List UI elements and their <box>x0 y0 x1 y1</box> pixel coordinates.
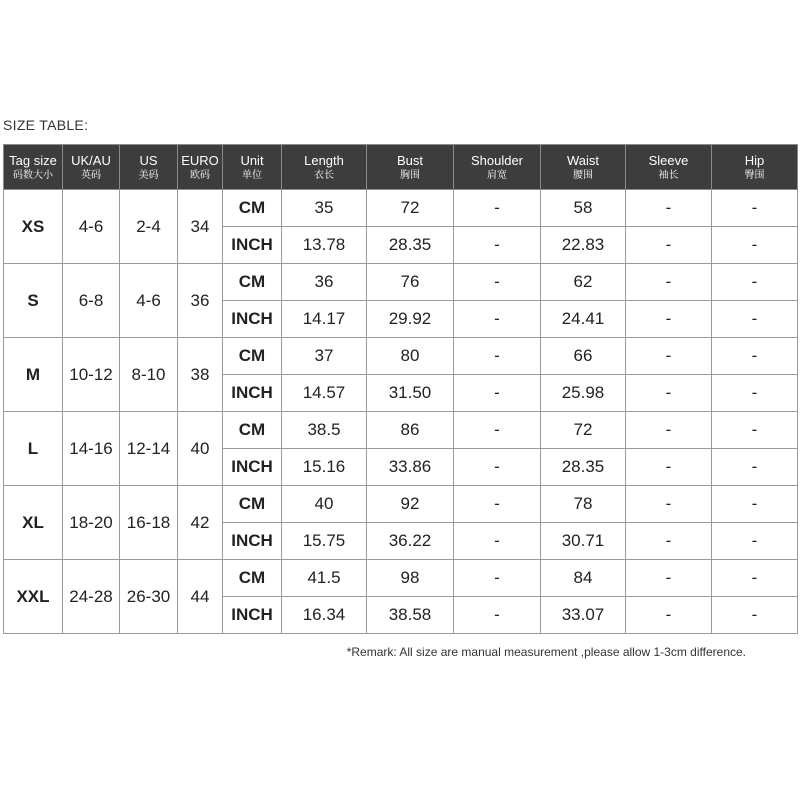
shoulder-cell: - <box>454 338 541 375</box>
table-row <box>4 338 798 375</box>
hip-cell: - <box>712 597 798 634</box>
bust-cell: 98 <box>367 560 454 597</box>
tag-size-cell: M <box>4 338 63 412</box>
sleeve-cell: - <box>626 486 712 523</box>
bust-cell: 28.35 <box>367 227 454 264</box>
header-unit: Unit 单位 <box>223 145 282 190</box>
tag-size-cell: L <box>4 412 63 486</box>
hip-cell: - <box>712 523 798 560</box>
table-row <box>4 412 798 449</box>
us-cell: 12-14 <box>120 412 178 486</box>
unit-cell: CM <box>223 412 282 449</box>
header-shoulder: Shoulder 肩宽 <box>454 145 541 190</box>
unit-cell: CM <box>223 264 282 301</box>
header-sleeve: Sleeve 袖长 <box>626 145 712 190</box>
unit-cell: INCH <box>223 523 282 560</box>
unit-cell: INCH <box>223 597 282 634</box>
header-tag-size: Tag size 码数大小 <box>4 145 63 190</box>
shoulder-cell: - <box>454 449 541 486</box>
waist-cell: 25.98 <box>541 375 626 412</box>
waist-cell: 28.35 <box>541 449 626 486</box>
shoulder-cell: - <box>454 227 541 264</box>
euro-cell: 42 <box>178 486 223 560</box>
size-table <box>3 144 798 634</box>
hip-cell: - <box>712 375 798 412</box>
uk-au-cell: 6-8 <box>63 264 120 338</box>
bust-cell: 36.22 <box>367 523 454 560</box>
shoulder-cell: - <box>454 264 541 301</box>
header-euro: EURO 欧码 <box>178 145 223 190</box>
length-cell: 37 <box>282 338 367 375</box>
header-bust: Bust 胸围 <box>367 145 454 190</box>
uk-au-cell: 14-16 <box>63 412 120 486</box>
hip-cell: - <box>712 264 798 301</box>
sleeve-cell: - <box>626 412 712 449</box>
sleeve-cell: - <box>626 375 712 412</box>
header-length: Length 衣长 <box>282 145 367 190</box>
unit-cell: INCH <box>223 375 282 412</box>
us-cell: 4-6 <box>120 264 178 338</box>
shoulder-cell: - <box>454 375 541 412</box>
unit-cell: INCH <box>223 301 282 338</box>
waist-cell: 33.07 <box>541 597 626 634</box>
us-cell: 26-30 <box>120 560 178 634</box>
size-table-title: SIZE TABLE: <box>3 117 89 133</box>
waist-cell: 62 <box>541 264 626 301</box>
bust-cell: 29.92 <box>367 301 454 338</box>
unit-cell: INCH <box>223 227 282 264</box>
length-cell: 41.5 <box>282 560 367 597</box>
unit-cell: CM <box>223 338 282 375</box>
shoulder-cell: - <box>454 301 541 338</box>
length-cell: 14.57 <box>282 375 367 412</box>
hip-cell: - <box>712 412 798 449</box>
remark-note: *Remark: All size are manual measurement ,please allow 1-3cm difference. <box>346 645 746 659</box>
shoulder-cell: - <box>454 190 541 227</box>
shoulder-cell: - <box>454 523 541 560</box>
table-row <box>4 190 798 227</box>
table-row <box>4 264 798 301</box>
euro-cell: 44 <box>178 560 223 634</box>
length-cell: 40 <box>282 486 367 523</box>
bust-cell: 72 <box>367 190 454 227</box>
unit-cell: CM <box>223 486 282 523</box>
euro-cell: 34 <box>178 190 223 264</box>
hip-cell: - <box>712 449 798 486</box>
length-cell: 35 <box>282 190 367 227</box>
bust-cell: 92 <box>367 486 454 523</box>
bust-cell: 33.86 <box>367 449 454 486</box>
unit-cell: CM <box>223 190 282 227</box>
table-header-row <box>4 145 798 190</box>
waist-cell: 24.41 <box>541 301 626 338</box>
bust-cell: 80 <box>367 338 454 375</box>
length-cell: 36 <box>282 264 367 301</box>
waist-cell: 84 <box>541 560 626 597</box>
sleeve-cell: - <box>626 227 712 264</box>
header-hip: Hip 臀围 <box>712 145 798 190</box>
tag-size-cell: XL <box>4 486 63 560</box>
shoulder-cell: - <box>454 412 541 449</box>
waist-cell: 58 <box>541 190 626 227</box>
uk-au-cell: 24-28 <box>63 560 120 634</box>
bust-cell: 86 <box>367 412 454 449</box>
length-cell: 14.17 <box>282 301 367 338</box>
waist-cell: 72 <box>541 412 626 449</box>
uk-au-cell: 18-20 <box>63 486 120 560</box>
sleeve-cell: - <box>626 190 712 227</box>
shoulder-cell: - <box>454 486 541 523</box>
sleeve-cell: - <box>626 560 712 597</box>
uk-au-cell: 4-6 <box>63 190 120 264</box>
table-row <box>4 486 798 523</box>
hip-cell: - <box>712 190 798 227</box>
sleeve-cell: - <box>626 597 712 634</box>
euro-cell: 38 <box>178 338 223 412</box>
header-uk-au: UK/AU 英码 <box>63 145 120 190</box>
unit-cell: CM <box>223 560 282 597</box>
hip-cell: - <box>712 301 798 338</box>
header-us: US 美码 <box>120 145 178 190</box>
us-cell: 2-4 <box>120 190 178 264</box>
length-cell: 16.34 <box>282 597 367 634</box>
sleeve-cell: - <box>626 264 712 301</box>
sleeve-cell: - <box>626 523 712 560</box>
tag-size-cell: XXL <box>4 560 63 634</box>
sleeve-cell: - <box>626 338 712 375</box>
us-cell: 8-10 <box>120 338 178 412</box>
hip-cell: - <box>712 227 798 264</box>
uk-au-cell: 10-12 <box>63 338 120 412</box>
sleeve-cell: - <box>626 449 712 486</box>
length-cell: 38.5 <box>282 412 367 449</box>
sleeve-cell: - <box>626 301 712 338</box>
header-waist: Waist 腰围 <box>541 145 626 190</box>
shoulder-cell: - <box>454 560 541 597</box>
hip-cell: - <box>712 338 798 375</box>
bust-cell: 76 <box>367 264 454 301</box>
waist-cell: 30.71 <box>541 523 626 560</box>
length-cell: 13.78 <box>282 227 367 264</box>
us-cell: 16-18 <box>120 486 178 560</box>
unit-cell: INCH <box>223 449 282 486</box>
hip-cell: - <box>712 560 798 597</box>
tag-size-cell: S <box>4 264 63 338</box>
waist-cell: 22.83 <box>541 227 626 264</box>
hip-cell: - <box>712 486 798 523</box>
shoulder-cell: - <box>454 597 541 634</box>
tag-size-cell: XS <box>4 190 63 264</box>
euro-cell: 36 <box>178 264 223 338</box>
bust-cell: 38.58 <box>367 597 454 634</box>
waist-cell: 78 <box>541 486 626 523</box>
euro-cell: 40 <box>178 412 223 486</box>
length-cell: 15.75 <box>282 523 367 560</box>
bust-cell: 31.50 <box>367 375 454 412</box>
table-row <box>4 560 798 597</box>
length-cell: 15.16 <box>282 449 367 486</box>
waist-cell: 66 <box>541 338 626 375</box>
